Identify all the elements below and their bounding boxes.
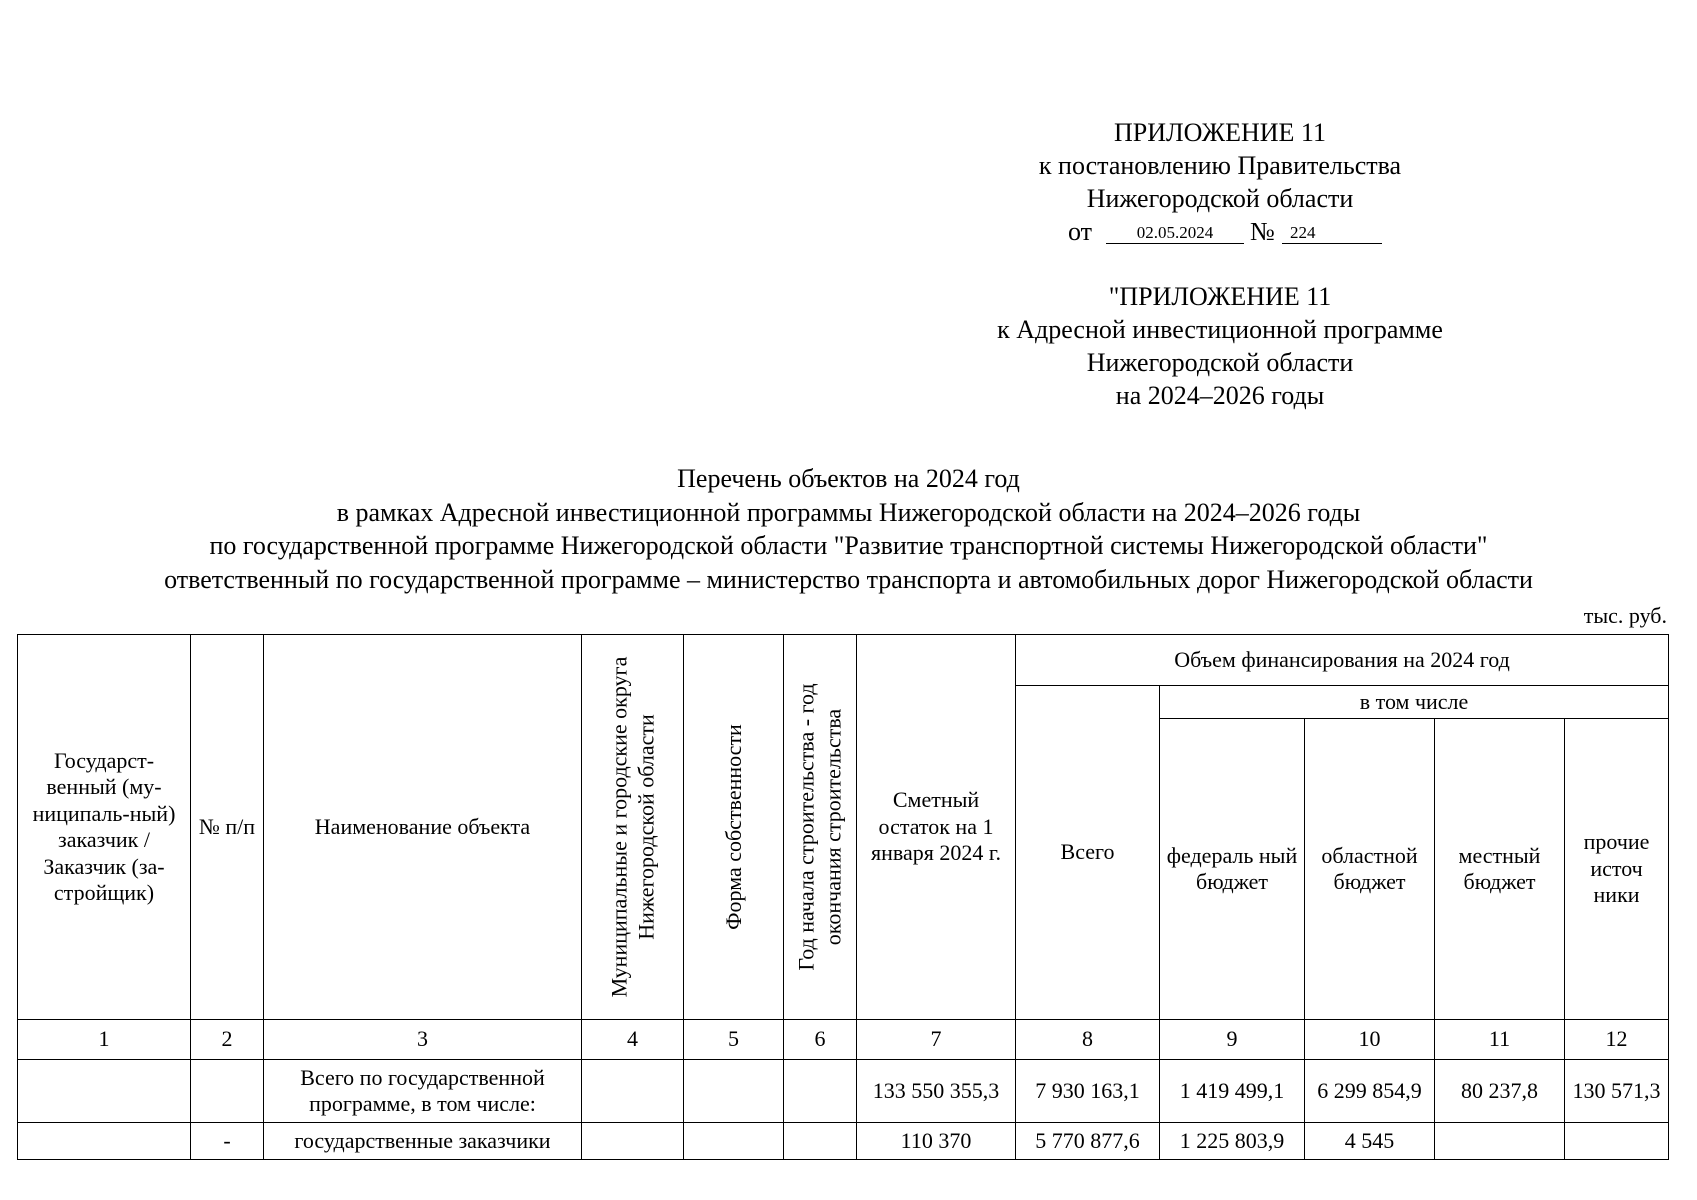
cell-object-name: государственные заказчики	[264, 1123, 582, 1160]
col-num-4: 4	[582, 1020, 684, 1060]
col-num-6: 6	[784, 1020, 857, 1060]
number-label: №	[1250, 217, 1275, 246]
decree-date: 02.05.2024	[1106, 223, 1244, 244]
cell-regional: 4 545	[1305, 1123, 1435, 1160]
title-line-1: Перечень объектов на 2024 год	[677, 464, 1020, 493]
decree-date-line	[960, 215, 1480, 248]
cell-customer	[18, 1123, 191, 1160]
cell-federal: 1 225 803,9	[1160, 1123, 1305, 1160]
decree-number: 224	[1282, 223, 1382, 244]
document-title	[0, 462, 1697, 596]
cell-object-name: Всего по государственной программе, в том числе:	[264, 1060, 582, 1123]
header-local: местный бюджет	[1435, 719, 1565, 1020]
cell-ownership	[684, 1060, 784, 1123]
cell-num	[191, 1060, 264, 1123]
header-municipality-cell	[582, 635, 684, 1020]
header-num: № п/п	[191, 635, 264, 1020]
cell-federal: 1 419 499,1	[1160, 1060, 1305, 1123]
column-number-row	[18, 1020, 1669, 1060]
col-num-3: 3	[264, 1020, 582, 1060]
program-attachment-title: "ПРИЛОЖЕНИЕ 11	[1108, 282, 1332, 311]
header-municipality: Муниципальные и городские округа Нижегородской области	[606, 656, 658, 998]
attachment-subtitle: к постановлению Правительства	[1038, 151, 1402, 180]
cell-other	[1565, 1123, 1669, 1160]
cell-municipality	[582, 1060, 684, 1123]
col-num-7: 7	[857, 1020, 1016, 1060]
col-num-8: 8	[1016, 1020, 1160, 1060]
units-label: тыс. руб.	[1583, 603, 1667, 628]
header-object-name: Наименование объекта	[264, 635, 582, 1020]
header-regional: областной бюджет	[1305, 719, 1435, 1020]
header-funding-volume: Объем финансирования на 2024 год	[1016, 635, 1669, 686]
cell-estimate-balance: 133 550 355,3	[857, 1060, 1016, 1123]
title-line-3: по государственной программе Нижегородской области "Развитие транспортной системы Нижегородской области"	[209, 531, 1488, 560]
program-attachment-region: Нижегородской области	[1086, 348, 1354, 377]
program-attachment-subtitle: к Адресной инвестиционной программе	[997, 315, 1443, 344]
col-num-1: 1	[18, 1020, 191, 1060]
cell-total: 5 770 877,6	[1016, 1123, 1160, 1160]
cell-total: 7 930 163,1	[1016, 1060, 1160, 1123]
cell-local: 80 237,8	[1435, 1060, 1565, 1123]
cell-years	[784, 1123, 857, 1160]
header-row-1	[18, 635, 1669, 686]
header-other: прочие источ ники	[1565, 719, 1669, 1020]
cell-other: 130 571,3	[1565, 1060, 1669, 1123]
col-num-5: 5	[684, 1020, 784, 1060]
col-num-11: 11	[1435, 1020, 1565, 1060]
title-line-2: в рамках Адресной инвестиционной программы Нижегородской области на 2024–2026 годы	[336, 497, 1361, 527]
date-from-label: от	[1068, 217, 1093, 246]
header-customer: Государст-венный (му-ниципаль-ный) заказчик / Заказчик (за-стройщик)	[18, 635, 191, 1020]
header-years: Год начала строительства - год окончания строительства	[793, 683, 845, 971]
cell-years	[784, 1060, 857, 1123]
cell-local	[1435, 1123, 1565, 1160]
header-ownership: Форма собственности	[720, 724, 746, 930]
header-including: в том числе	[1160, 686, 1669, 719]
cell-regional: 6 299 854,9	[1305, 1060, 1435, 1123]
title-line-4: ответственный по государственной программе – министерство транспорта и автомобильных дорог Нижегородской области	[164, 564, 1533, 594]
cell-estimate-balance: 110 370	[857, 1123, 1016, 1160]
table-row	[18, 1123, 1669, 1160]
col-num-10: 10	[1305, 1020, 1435, 1060]
cell-ownership	[684, 1123, 784, 1160]
attachment-title: ПРИЛОЖЕНИЕ 11	[1114, 118, 1326, 147]
cell-customer	[18, 1060, 191, 1123]
header-total: Всего	[1016, 686, 1160, 1020]
col-num-12: 12	[1565, 1020, 1669, 1060]
table-row	[18, 1060, 1669, 1123]
header-ownership-cell	[684, 635, 784, 1020]
cell-municipality	[582, 1123, 684, 1160]
header-years-cell	[784, 635, 857, 1020]
attachment-block-program	[960, 280, 1480, 412]
col-num-9: 9	[1160, 1020, 1305, 1060]
objects-table	[17, 634, 1669, 1160]
col-num-2: 2	[191, 1020, 264, 1060]
program-attachment-years: на 2024–2026 годы	[1115, 381, 1325, 410]
attachment-block-decree	[960, 116, 1480, 248]
attachment-region: Нижегородской области	[1086, 184, 1354, 213]
cell-num: -	[191, 1123, 264, 1160]
header-federal: федераль ный бюджет	[1160, 719, 1305, 1020]
header-estimate-balance: Сметный остаток на 1 января 2024 г.	[857, 635, 1016, 1020]
